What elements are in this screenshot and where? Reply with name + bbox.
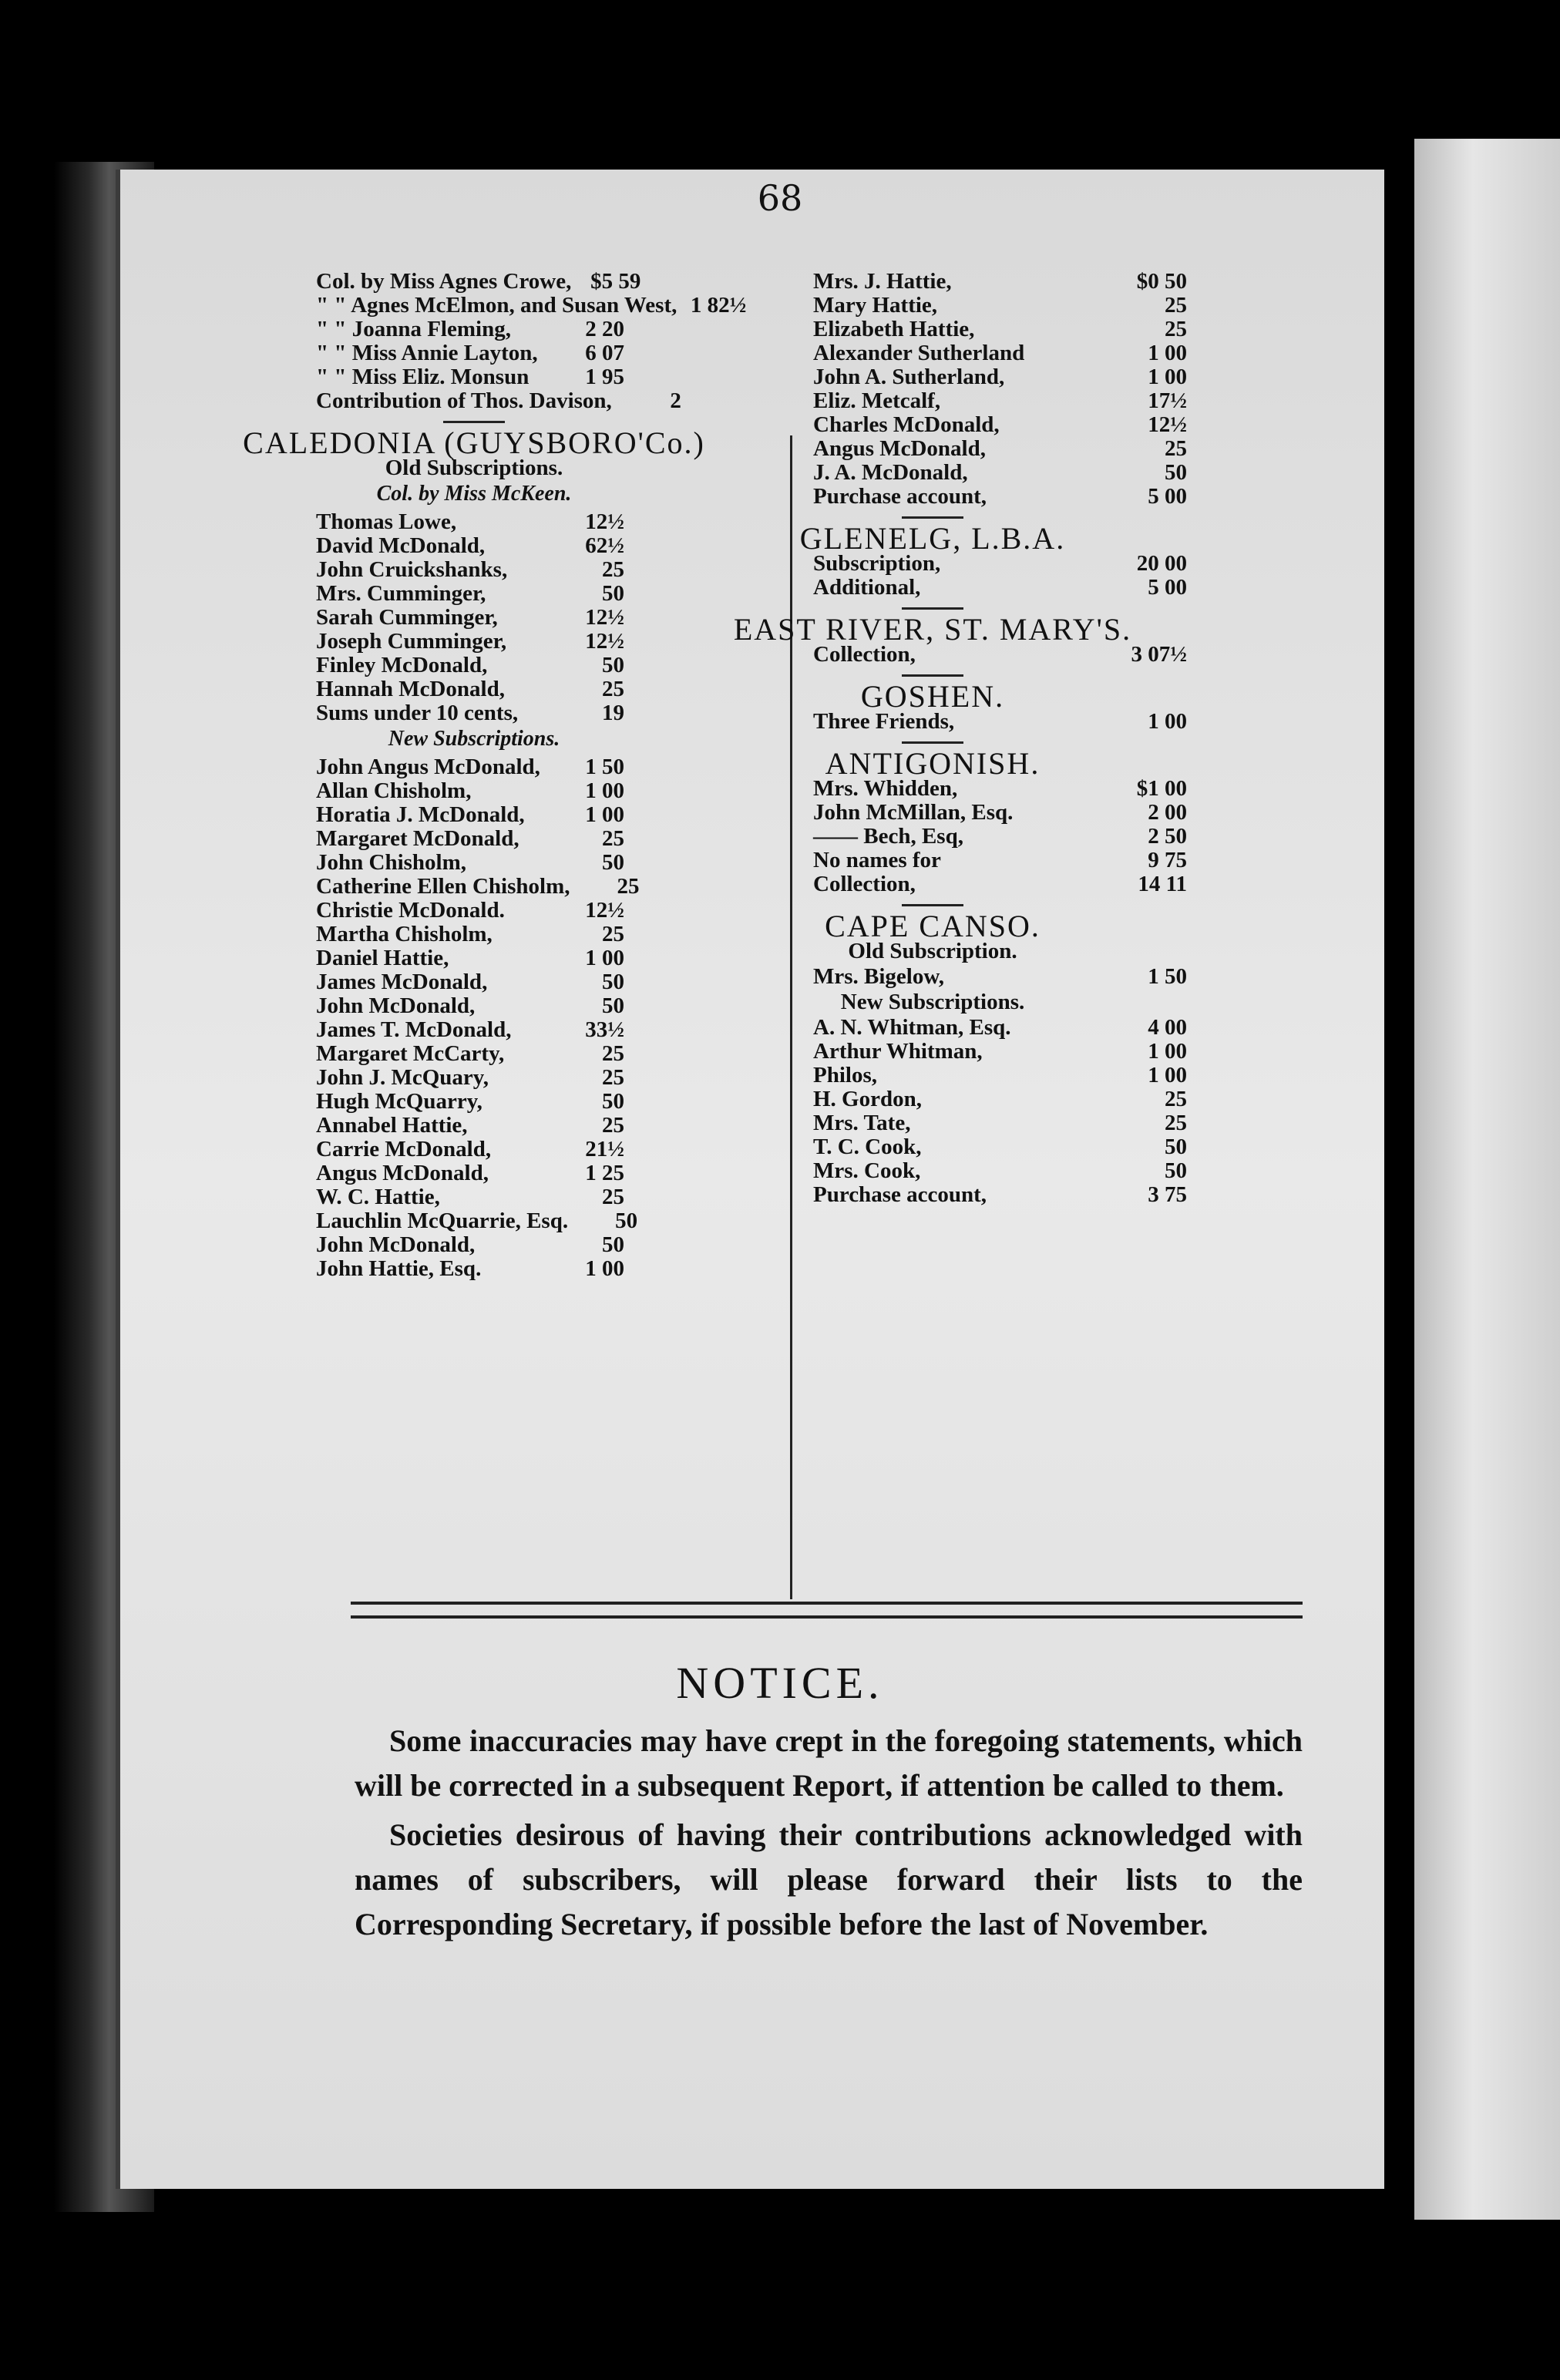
antigonish-entries — [678, 777, 1187, 896]
entry-amount: $5 59 — [590, 269, 641, 294]
ledger-row — [193, 1042, 755, 1066]
notice-body — [355, 1719, 1303, 1951]
entry-amount: 1 00 — [1148, 709, 1187, 734]
entry-name: John Angus McDonald, — [316, 755, 540, 779]
entry-name: Catherine Ellen Chisholm, — [316, 874, 570, 899]
ledger-row — [193, 341, 755, 365]
entry-name: Hannah McDonald, — [316, 677, 505, 701]
entry-name: Three Friends, — [813, 709, 955, 734]
ledger-row — [193, 923, 755, 946]
entry-amount: 62½ — [585, 533, 624, 558]
entry-name: Christie McDonald. — [316, 898, 505, 923]
ledger-row — [678, 1064, 1187, 1087]
entry-name: John McDonald, — [316, 1232, 476, 1257]
ledger-row — [678, 965, 1187, 989]
ledger-row — [678, 825, 1187, 849]
entry-name: Mrs. Cook, — [813, 1158, 921, 1183]
ledger-row — [193, 1257, 755, 1281]
entry-amount: 25 — [617, 874, 640, 899]
entry-name: Martha Chisholm, — [316, 922, 493, 946]
ledger-row — [193, 1209, 755, 1233]
entry-amount: 12½ — [585, 605, 624, 630]
entry-amount: 25 — [1165, 1111, 1187, 1135]
section-rule — [902, 516, 963, 519]
entry-amount: 2 20 — [585, 317, 624, 341]
entry-amount: 1 00 — [1148, 1063, 1187, 1087]
entry-amount: 33½ — [585, 1017, 624, 1042]
ledger-row — [193, 899, 755, 923]
entry-name: John Cruickshanks, — [316, 557, 508, 582]
entry-name: H. Gordon, — [813, 1087, 922, 1111]
ledger-row — [193, 851, 755, 875]
cape-canso-heading: CAPE CANSO. — [825, 909, 1041, 943]
entry-amount: 25 — [602, 1065, 624, 1090]
section-rule — [902, 674, 963, 677]
entry-amount: 1 25 — [585, 1161, 624, 1185]
entry-amount: 25 — [602, 1041, 624, 1066]
entry-amount: 1 00 — [1148, 341, 1187, 365]
entry-amount: 1 82½ — [690, 293, 747, 318]
ledger-row — [193, 654, 755, 677]
entry-amount: 2 50 — [1148, 824, 1187, 849]
entry-amount: 25 — [602, 557, 624, 582]
caledonia-new-label: New Subscriptions. — [388, 727, 560, 751]
entry-name: " " Miss Annie Layton, — [316, 341, 538, 365]
entry-name: Margaret McDonald, — [316, 826, 519, 851]
cape-canso-old-label: Old Subscription. — [848, 939, 1017, 963]
entry-amount: 20 00 — [1136, 551, 1187, 576]
entry-name: Collection, — [813, 642, 916, 667]
ledger-row — [678, 1087, 1187, 1111]
ledger-row — [193, 946, 755, 970]
entry-name: Daniel Hattie, — [316, 946, 449, 970]
ledger-row — [678, 294, 1187, 318]
entry-amount: 25 — [1165, 436, 1187, 461]
entry-name: T. C. Cook, — [813, 1135, 922, 1159]
entry-name: Alexander Sutherland — [813, 341, 1025, 365]
ledger-row — [678, 437, 1187, 461]
entry-amount: 25 — [602, 1113, 624, 1138]
entry-name: Hugh McQuarry, — [316, 1089, 482, 1114]
entry-amount: 25 — [602, 1185, 624, 1209]
entry-amount: 1 00 — [585, 1256, 624, 1281]
entry-name: Col. by Miss Agnes Crowe, — [316, 269, 572, 294]
entry-name: No names for — [813, 848, 941, 872]
ledger-row — [193, 701, 755, 725]
entry-amount: 1 00 — [585, 946, 624, 970]
ledger-row — [678, 341, 1187, 365]
glenelg-heading: GLENELG, L.B.A. — [799, 521, 1066, 556]
goshen-entries — [678, 710, 1187, 734]
entry-amount: 25 — [602, 677, 624, 701]
entry-name: Thomas Lowe, — [316, 509, 457, 534]
entry-amount: 1 95 — [585, 365, 624, 389]
double-rule — [351, 1602, 1303, 1619]
entry-name: Angus McDonald, — [316, 1161, 489, 1185]
section-rule — [902, 904, 963, 906]
entry-name: John Hattie, Esq. — [316, 1256, 482, 1281]
ledger-row — [193, 994, 755, 1018]
ledger-row — [193, 677, 755, 701]
entry-name: Mrs. J. Hattie, — [813, 269, 952, 294]
ledger-row — [678, 1111, 1187, 1135]
cape-canso-new-entries — [678, 1016, 1187, 1207]
entry-name: Purchase account, — [813, 484, 987, 509]
entry-amount: 4 00 — [1148, 1015, 1187, 1040]
section-rule — [902, 607, 963, 610]
ledger-row — [193, 294, 755, 318]
entry-name: Additional, — [813, 575, 921, 600]
entry-amount: 5 00 — [1148, 575, 1187, 600]
ledger-row — [678, 552, 1187, 576]
notice-paragraph: Societies desirous of having their contributions acknowledged with names of subscribers, will please forward their lists to the Corresponding Secretary, if possible before the last of November. — [355, 1817, 1303, 1941]
entry-name: Mrs. Bigelow, — [813, 964, 944, 989]
ledger-row — [678, 270, 1187, 294]
entry-amount: 25 — [1165, 293, 1187, 318]
ledger-row — [193, 389, 755, 413]
ledger-row — [193, 582, 755, 606]
ledger-row — [678, 576, 1187, 600]
entry-amount: 14 11 — [1138, 872, 1187, 896]
entry-name: Eliz. Metcalf, — [813, 388, 941, 413]
entry-name: Finley McDonald, — [316, 653, 488, 677]
ledger-row — [678, 413, 1187, 437]
entry-name: Margaret McCarty, — [316, 1041, 505, 1066]
caledonia-heading: CALEDONIA (GUYSBORO'Co.) — [243, 425, 705, 460]
ledger-row — [193, 510, 755, 534]
entry-name: Lauchlin McQuarrie, Esq. — [316, 1208, 569, 1233]
ledger-row — [193, 630, 755, 654]
caledonia-collector: Col. by Miss McKeen. — [376, 482, 572, 506]
entry-name: W. C. Hattie, — [316, 1185, 440, 1209]
entry-amount: 25 — [1165, 1087, 1187, 1111]
caledonia-old-entries — [193, 510, 755, 725]
ledger-row — [193, 1138, 755, 1161]
entry-name: John McMillan, Esq. — [813, 800, 1014, 825]
entry-name: Philos, — [813, 1063, 877, 1087]
ledger-row — [678, 1040, 1187, 1064]
ledger-row — [193, 755, 755, 779]
entry-amount: $1 00 — [1136, 776, 1187, 801]
ledger-row — [193, 1161, 755, 1185]
ledger-row — [193, 827, 755, 851]
entry-name: " " Agnes McElmon, and Susan West, — [316, 293, 677, 318]
entry-amount: 9 75 — [1148, 848, 1187, 872]
entry-name: James McDonald, — [316, 970, 488, 994]
entry-amount: 1 00 — [1148, 365, 1187, 389]
entry-name: Contribution of Thos. Davison, — [316, 388, 612, 413]
entry-amount: 3 07½ — [1131, 642, 1187, 667]
entry-amount: 25 — [602, 826, 624, 851]
entry-name: John A. Sutherland, — [813, 365, 1005, 389]
entry-name: Arthur Whitman, — [813, 1039, 983, 1064]
entry-name: Annabel Hattie, — [316, 1113, 468, 1138]
entry-amount: $0 50 — [1136, 269, 1187, 294]
entry-amount: 50 — [602, 1089, 624, 1114]
notice-title: NOTICE. — [676, 1658, 884, 1708]
entry-name: John J. McQuary, — [316, 1065, 489, 1090]
entry-name: —— Bech, Esq, — [813, 824, 963, 849]
ledger-row — [678, 389, 1187, 413]
cape-canso-old-entries — [678, 965, 1187, 989]
ledger-row — [678, 1135, 1187, 1159]
entry-amount: 19 — [602, 701, 624, 725]
ledger-row — [678, 485, 1187, 509]
entry-name: David McDonald, — [316, 533, 486, 558]
entry-amount: 1 00 — [1148, 1039, 1187, 1064]
entry-amount: 6 07 — [585, 341, 624, 365]
entry-name: Allan Chisholm, — [316, 778, 472, 803]
ledger-row — [193, 1185, 755, 1209]
facing-page-edge — [1414, 139, 1560, 2220]
ledger-row — [678, 318, 1187, 341]
entry-amount: 21½ — [585, 1137, 624, 1161]
entry-amount: 50 — [602, 1232, 624, 1257]
left-column — [193, 270, 755, 1281]
entry-name: Carrie McDonald, — [316, 1137, 492, 1161]
entry-amount: 1 50 — [1148, 964, 1187, 989]
entry-name: Joseph Cumminger, — [316, 629, 507, 654]
entry-name: James T. McDonald, — [316, 1017, 512, 1042]
entry-amount: 50 — [615, 1208, 638, 1233]
ledger-row — [193, 1114, 755, 1138]
entry-name: A. N. Whitman, Esq. — [813, 1015, 1011, 1040]
ledger-row — [193, 970, 755, 994]
ledger-row — [678, 872, 1187, 896]
right-column — [678, 270, 1187, 1207]
entry-amount: 50 — [1165, 1158, 1187, 1183]
page-number: 68 — [757, 177, 803, 219]
entry-name: Mrs. Cumminger, — [316, 581, 486, 606]
entry-amount: 50 — [602, 993, 624, 1018]
ledger-row — [678, 1159, 1187, 1183]
entry-name: J. A. McDonald, — [813, 460, 968, 485]
caledonia-old-label: Old Subscriptions. — [385, 455, 563, 480]
goshen-heading: GOSHEN. — [860, 679, 1005, 714]
entry-name: John McDonald, — [316, 993, 476, 1018]
entry-amount: 3 75 — [1148, 1182, 1187, 1207]
entry-amount: 50 — [1165, 460, 1187, 485]
glenelg-entries — [678, 552, 1187, 600]
entry-name: " " Miss Eliz. Monsun — [316, 365, 530, 389]
entry-amount: 50 — [602, 581, 624, 606]
ledger-row — [678, 801, 1187, 825]
entry-name: Collection, — [813, 872, 916, 896]
entry-amount: 25 — [1165, 317, 1187, 341]
entry-name: Purchase account, — [813, 1182, 987, 1207]
ledger-row — [678, 849, 1187, 872]
entry-amount: 2 — [670, 388, 681, 413]
entry-name: John Chisholm, — [316, 850, 467, 875]
east-river-heading: EAST RIVER, ST. MARY'S. — [733, 612, 1132, 647]
entry-amount: 1 00 — [585, 802, 624, 827]
ledger-row — [193, 1090, 755, 1114]
ledger-row — [193, 1233, 755, 1257]
ledger-row — [678, 1183, 1187, 1207]
entry-amount: 50 — [1165, 1135, 1187, 1159]
entry-amount: 12½ — [585, 629, 624, 654]
section-rule — [902, 741, 963, 744]
entry-amount: 1 00 — [585, 778, 624, 803]
entry-name: Sarah Cumminger, — [316, 605, 498, 630]
entry-amount: 12½ — [1148, 412, 1187, 437]
entry-amount: 5 00 — [1148, 484, 1187, 509]
ledger-row — [678, 710, 1187, 734]
ledger-row — [193, 875, 755, 899]
ledger-row — [193, 318, 755, 341]
ledger-row — [193, 365, 755, 389]
ledger-row — [193, 558, 755, 582]
section-rule — [443, 421, 505, 423]
entry-amount: 12½ — [585, 898, 624, 923]
ledger-row — [193, 779, 755, 803]
ledger-row — [193, 534, 755, 558]
entry-name: Angus McDonald, — [813, 436, 986, 461]
entry-name: Mary Hattie, — [813, 293, 938, 318]
entry-amount: 1 50 — [585, 755, 624, 779]
ledger-row — [193, 803, 755, 827]
ledger-row — [678, 777, 1187, 801]
entry-amount: 12½ — [585, 509, 624, 534]
entry-amount: 50 — [602, 970, 624, 994]
entry-amount: 17½ — [1148, 388, 1187, 413]
entry-amount: 2 00 — [1148, 800, 1187, 825]
ledger-row — [193, 1066, 755, 1090]
left-top-entries — [193, 270, 755, 413]
entry-amount: 50 — [602, 850, 624, 875]
ledger-row — [193, 270, 755, 294]
entry-amount: 50 — [602, 653, 624, 677]
right-top-entries — [678, 270, 1187, 509]
cape-canso-new-label: New Subscriptions. — [840, 990, 1025, 1014]
entry-amount: 25 — [602, 922, 624, 946]
entry-name: Mrs. Tate, — [813, 1111, 911, 1135]
notice-paragraph: Some inaccuracies may have crept in the foregoing statements, which will be corrected in a subsequent Report, if attention be called to them. — [355, 1723, 1303, 1803]
entry-name: Charles McDonald, — [813, 412, 1000, 437]
entry-name: Subscription, — [813, 551, 941, 576]
antigonish-heading: ANTIGONISH. — [825, 746, 1041, 781]
entry-name: Mrs. Whidden, — [813, 776, 958, 801]
ledger-row — [193, 606, 755, 630]
ledger-row — [193, 1018, 755, 1042]
caledonia-new-entries — [193, 755, 755, 1281]
entry-name: Horatia J. McDonald, — [316, 802, 525, 827]
entry-name: Sums under 10 cents, — [316, 701, 519, 725]
ledger-row — [678, 1016, 1187, 1040]
entry-name: Elizabeth Hattie, — [813, 317, 975, 341]
entry-name: " " Joanna Fleming, — [316, 317, 511, 341]
ledger-row — [678, 461, 1187, 485]
ledger-row — [678, 365, 1187, 389]
